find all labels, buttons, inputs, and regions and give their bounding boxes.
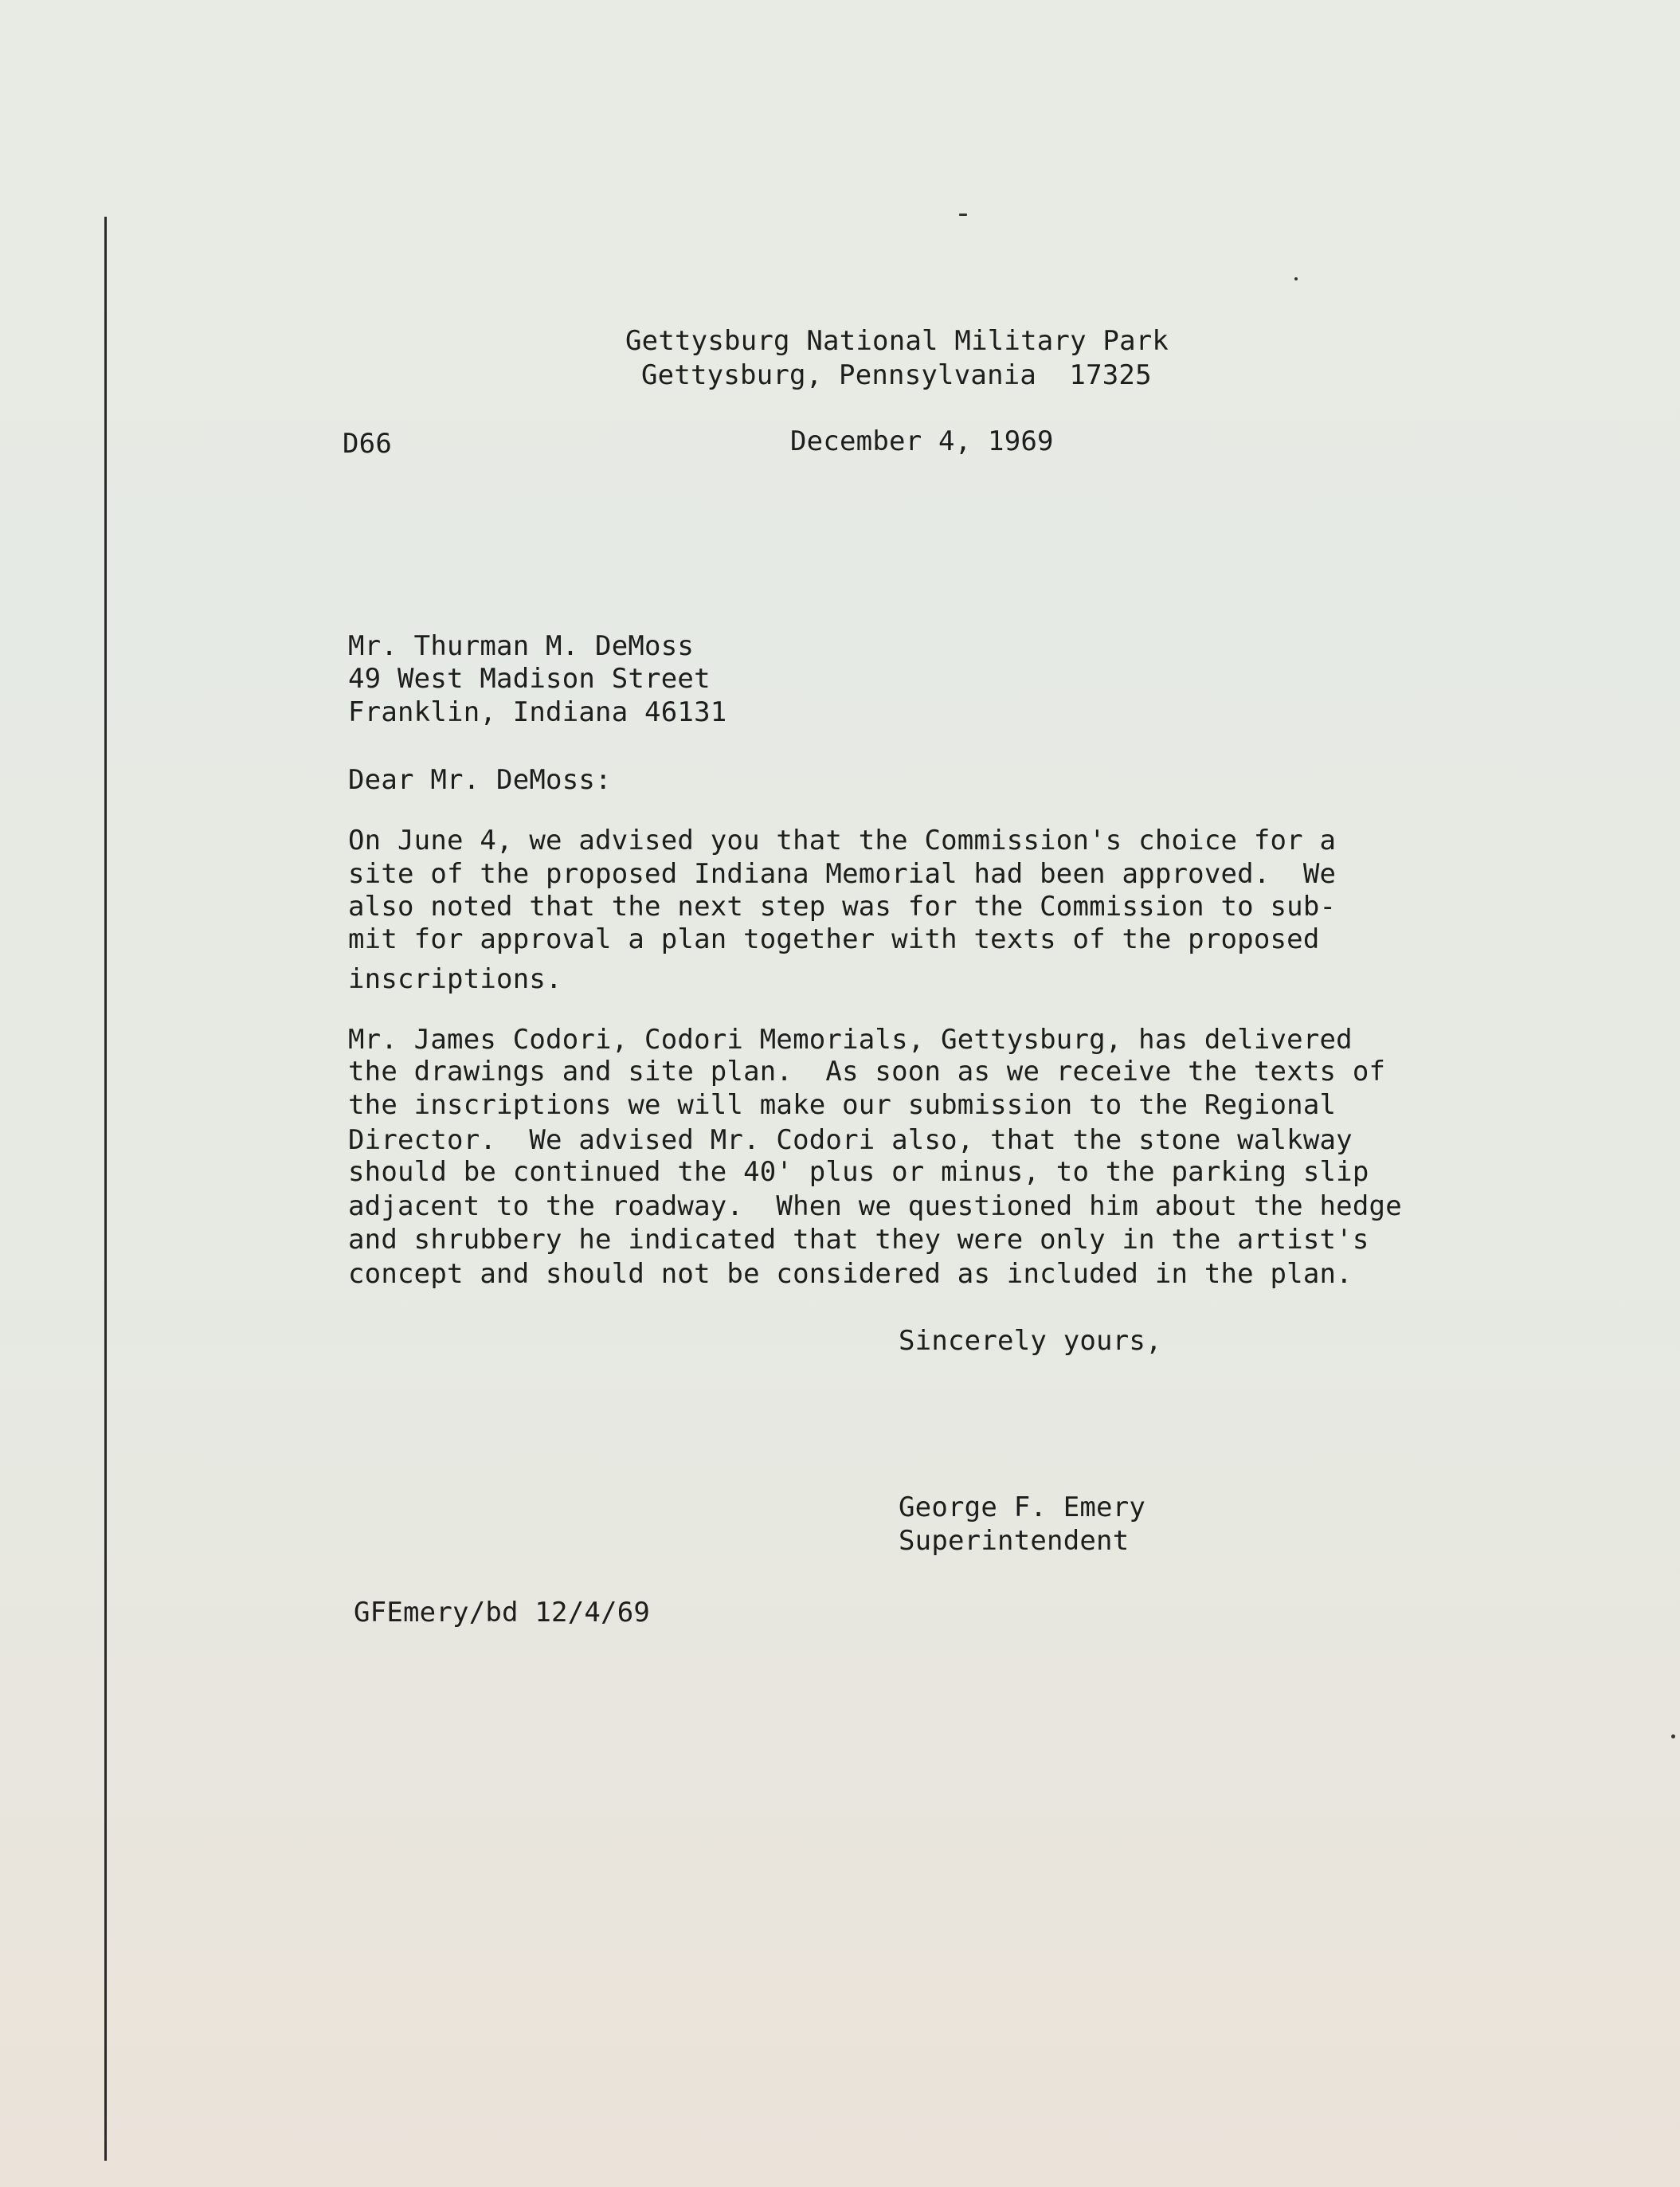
paragraph-line: and shrubbery he indicated that they were only in the artist's <box>348 1224 1369 1256</box>
signatory-title: Superintendent <box>899 1525 1130 1557</box>
paragraph-line: inscriptions. <box>348 963 562 995</box>
binding-margin-line <box>104 217 107 2161</box>
letter-date: December 4, 1969 <box>790 425 1054 457</box>
paragraph-line: Mr. James Codori, Codori Memorials, Gettysburg, has delivered <box>348 1024 1353 1056</box>
paragraph-line: the inscriptions we will make our submission to the Regional <box>348 1089 1337 1121</box>
ink-speck <box>1671 1734 1675 1738</box>
file-code: D66 <box>343 428 393 460</box>
letterhead-line-1: Gettysburg National Military Park <box>625 325 1169 357</box>
salutation: Dear Mr. DeMoss: <box>348 764 612 796</box>
paragraph-line: concept and should not be considered as included in the plan. <box>348 1258 1353 1290</box>
paragraph-line: mit for approval a plan together with texts of the proposed <box>348 923 1320 955</box>
paragraph-line: Director. We advised Mr. Codori also, that the stone walkway <box>348 1124 1353 1156</box>
ink-speck <box>1294 277 1298 280</box>
letterhead-line-2: Gettysburg, Pennsylvania 17325 <box>641 359 1152 391</box>
paragraph-line: site of the proposed Indiana Memorial had been approved. We <box>348 858 1337 890</box>
paragraph-line: On June 4, we advised you that the Commission's choice for a <box>348 825 1337 856</box>
reference-initials: GFEmery/bd 12/4/69 <box>354 1597 651 1628</box>
paragraph-line: the drawings and site plan. As soon as we receive the texts of <box>348 1056 1386 1088</box>
signatory-name: George F. Emery <box>899 1491 1146 1523</box>
paragraph-line: also noted that the next step was for the Commission to sub- <box>348 891 1337 923</box>
paragraph-line: should be continued the 40' plus or minus, to the parking slip <box>348 1156 1369 1188</box>
recipient-street: 49 West Madison Street <box>348 663 711 695</box>
paragraph-line: adjacent to the roadway. When we questioned him about the hedge <box>348 1190 1402 1222</box>
recipient-city: Franklin, Indiana 46131 <box>348 696 727 728</box>
recipient-name: Mr. Thurman M. DeMoss <box>348 630 695 662</box>
ink-speck <box>959 214 967 216</box>
closing: Sincerely yours, <box>899 1325 1162 1357</box>
